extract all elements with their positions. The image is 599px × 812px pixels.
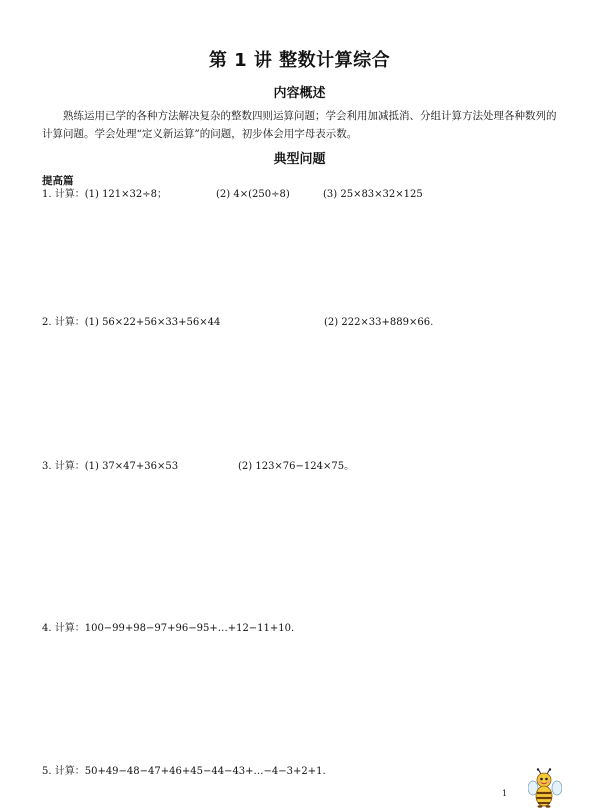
- overview-text: 熟练运用已学的各种方法解决复杂的整数四则运算问题；学会利用加减抵消、分组计算方法处理各种数列的计算问题。学会处理“定义新运算”的问题，初步体会用字母表示数。: [42, 110, 557, 140]
- typical-problems-heading: 典型问题: [273, 152, 326, 167]
- problem-4-lead: 4. 计算：100−99+98−97+96−95+…+12−11+10.: [42, 623, 295, 634]
- bee-mascot-icon: [528, 768, 562, 808]
- problem-1-lead: 1. 计算：(1) 121×32÷8；: [42, 189, 167, 200]
- problem-1-part-2: (2) 4×(250÷8): [216, 189, 290, 200]
- problem-2-part-2: (2) 222×33+889×66.: [324, 317, 434, 328]
- overview-heading: 内容概述: [273, 86, 326, 101]
- lecture-title: 第 1 讲 整数计算综合: [208, 50, 391, 71]
- problem-1-part-3: (3) 25×83×32×125: [323, 189, 423, 200]
- advanced-subheading: 提高篇: [42, 175, 74, 187]
- page-number: 1: [502, 789, 508, 798]
- problem-3-part-2: (2) 123×76−124×75。: [238, 461, 355, 472]
- problem-2-lead: 2. 计算：(1) 56×22+56×33+56×44: [42, 317, 221, 328]
- problem-3-lead: 3. 计算：(1) 37×47+36×53: [42, 461, 179, 472]
- problem-5-lead: 5. 计算：50+49−48−47+46+45−44−43+…−4−3+2+1.: [42, 766, 326, 777]
